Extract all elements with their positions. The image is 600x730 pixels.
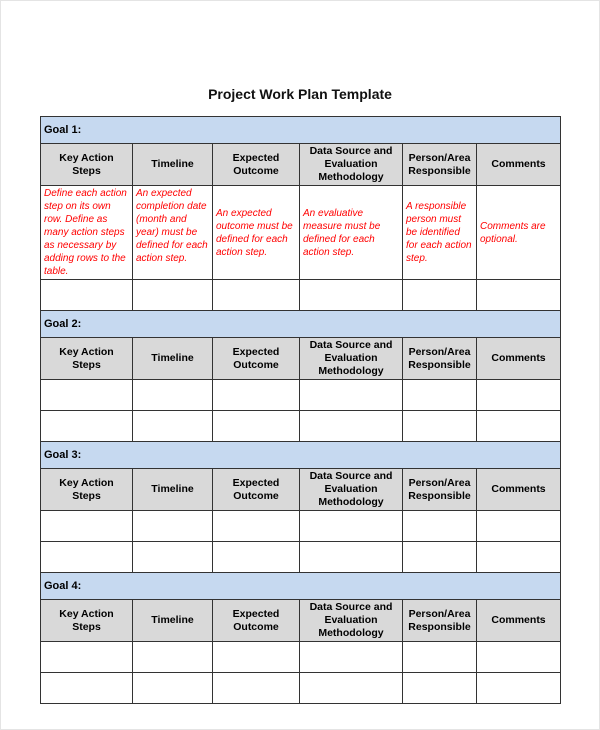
empty-cell[interactable] xyxy=(133,642,213,673)
empty-cell[interactable] xyxy=(403,542,477,573)
example-cell[interactable] xyxy=(300,186,403,280)
empty-cell[interactable] xyxy=(300,411,403,442)
work-plan-body xyxy=(41,117,561,704)
empty-row xyxy=(41,280,561,311)
empty-cell[interactable] xyxy=(403,411,477,442)
empty-cell[interactable] xyxy=(41,380,133,411)
goal-label-cell xyxy=(41,442,561,469)
example-text: An expected completion date (month and year) must be defined for each action step. xyxy=(136,188,208,264)
empty-cell[interactable] xyxy=(403,642,477,673)
empty-row xyxy=(41,411,561,442)
column-header xyxy=(477,338,561,380)
column-header-label: Timeline xyxy=(151,614,194,626)
empty-cell[interactable] xyxy=(133,511,213,542)
column-header-label: Expected Outcome xyxy=(232,345,280,371)
goal-label-cell xyxy=(41,311,561,338)
column-header-row xyxy=(41,469,561,511)
empty-cell[interactable] xyxy=(477,642,561,673)
column-header-label: Key Action Steps xyxy=(59,345,114,371)
empty-cell[interactable] xyxy=(403,511,477,542)
empty-cell[interactable] xyxy=(213,380,300,411)
empty-cell[interactable] xyxy=(133,542,213,573)
goal-row xyxy=(41,117,561,144)
empty-cell[interactable] xyxy=(300,673,403,704)
empty-cell[interactable] xyxy=(477,511,561,542)
page-title: Project Work Plan Template xyxy=(208,86,392,102)
empty-cell[interactable] xyxy=(41,542,133,573)
column-header-label: Expected Outcome xyxy=(232,607,280,633)
column-header xyxy=(477,469,561,511)
goal-label: Goal 4: xyxy=(44,580,82,592)
example-cell[interactable] xyxy=(41,186,133,280)
empty-row xyxy=(41,511,561,542)
empty-row xyxy=(41,542,561,573)
column-header xyxy=(477,144,561,186)
empty-cell[interactable] xyxy=(41,642,133,673)
column-header xyxy=(213,144,300,186)
goal-label-cell xyxy=(41,117,561,144)
column-header-row xyxy=(41,600,561,642)
empty-cell[interactable] xyxy=(213,411,300,442)
work-plan-table xyxy=(40,116,561,704)
column-header-label: Person/Area Responsible xyxy=(408,345,471,371)
empty-cell[interactable] xyxy=(403,673,477,704)
empty-cell[interactable] xyxy=(41,411,133,442)
empty-cell[interactable] xyxy=(300,642,403,673)
column-header xyxy=(300,338,403,380)
empty-cell[interactable] xyxy=(477,673,561,704)
goal-label: Goal 1: xyxy=(44,124,82,136)
example-text: An evaluative measure must be defined for each action step. xyxy=(303,207,381,258)
column-header xyxy=(41,600,133,642)
column-header xyxy=(133,338,213,380)
example-text: A responsible person must be identified for each action step. xyxy=(406,201,472,264)
empty-row xyxy=(41,380,561,411)
example-text: Define each action step on its own row. Define as many action steps as necessary by adding rows to the table. xyxy=(44,188,127,277)
empty-cell[interactable] xyxy=(300,380,403,411)
column-header-label: Comments xyxy=(491,614,546,626)
goal-row xyxy=(41,573,561,600)
example-text: An expected outcome must be defined for each action step. xyxy=(216,207,293,258)
column-header xyxy=(300,600,403,642)
empty-cell[interactable] xyxy=(477,380,561,411)
empty-cell[interactable] xyxy=(213,642,300,673)
column-header-label: Key Action Steps xyxy=(59,476,114,502)
empty-cell[interactable] xyxy=(477,411,561,442)
column-header xyxy=(41,338,133,380)
empty-row xyxy=(41,642,561,673)
column-header-label: Data Source and Evaluation Methodology xyxy=(309,601,393,639)
column-header-label: Data Source and Evaluation Methodology xyxy=(309,339,393,377)
empty-cell[interactable] xyxy=(133,380,213,411)
column-header-label: Comments xyxy=(491,158,546,170)
column-header xyxy=(133,600,213,642)
column-header xyxy=(213,600,300,642)
empty-cell[interactable] xyxy=(41,511,133,542)
example-cell[interactable] xyxy=(213,186,300,280)
column-header-label: Comments xyxy=(491,483,546,495)
goal-row xyxy=(41,311,561,338)
column-header-row xyxy=(41,144,561,186)
example-cell[interactable] xyxy=(403,186,477,280)
empty-cell[interactable] xyxy=(213,280,300,311)
column-header xyxy=(41,144,133,186)
goal-label-cell xyxy=(41,573,561,600)
column-header-label: Expected Outcome xyxy=(232,476,280,502)
column-header xyxy=(477,600,561,642)
empty-cell[interactable] xyxy=(403,280,477,311)
column-header xyxy=(300,144,403,186)
goal-label: Goal 3: xyxy=(44,449,82,461)
column-header-label: Data Source and Evaluation Methodology xyxy=(309,145,393,183)
column-header-label: Timeline xyxy=(151,158,194,170)
empty-cell[interactable] xyxy=(300,280,403,311)
column-header xyxy=(213,338,300,380)
column-header-label: Person/Area Responsible xyxy=(408,476,471,502)
empty-cell[interactable] xyxy=(133,673,213,704)
column-header-label: Timeline xyxy=(151,483,194,495)
column-header xyxy=(403,600,477,642)
column-header-label: Expected Outcome xyxy=(232,151,280,177)
column-header-label: Data Source and Evaluation Methodology xyxy=(309,470,393,508)
column-header xyxy=(41,469,133,511)
empty-cell[interactable] xyxy=(477,542,561,573)
empty-cell[interactable] xyxy=(133,411,213,442)
empty-cell[interactable] xyxy=(300,542,403,573)
column-header xyxy=(403,338,477,380)
empty-row xyxy=(41,673,561,704)
empty-cell[interactable] xyxy=(133,280,213,311)
column-header xyxy=(403,469,477,511)
column-header-label: Person/Area Responsible xyxy=(408,607,471,633)
column-header xyxy=(213,469,300,511)
example-text: Comments are optional. xyxy=(480,220,546,245)
empty-cell[interactable] xyxy=(477,280,561,311)
column-header-label: Person/Area Responsible xyxy=(408,151,471,177)
column-header xyxy=(133,469,213,511)
column-header xyxy=(403,144,477,186)
empty-cell[interactable] xyxy=(213,673,300,704)
column-header-label: Key Action Steps xyxy=(59,607,114,633)
column-header-label: Comments xyxy=(491,352,546,364)
goal-label: Goal 2: xyxy=(44,318,82,330)
goal-row xyxy=(41,442,561,469)
column-header xyxy=(133,144,213,186)
empty-cell[interactable] xyxy=(41,280,133,311)
example-row xyxy=(41,186,561,280)
column-header-label: Key Action Steps xyxy=(59,151,114,177)
example-cell[interactable] xyxy=(133,186,213,280)
column-header xyxy=(300,469,403,511)
empty-cell[interactable] xyxy=(300,511,403,542)
example-cell[interactable] xyxy=(477,186,561,280)
column-header-label: Timeline xyxy=(151,352,194,364)
empty-cell[interactable] xyxy=(41,673,133,704)
empty-cell[interactable] xyxy=(213,542,300,573)
column-header-row xyxy=(41,338,561,380)
empty-cell[interactable] xyxy=(213,511,300,542)
empty-cell[interactable] xyxy=(403,380,477,411)
